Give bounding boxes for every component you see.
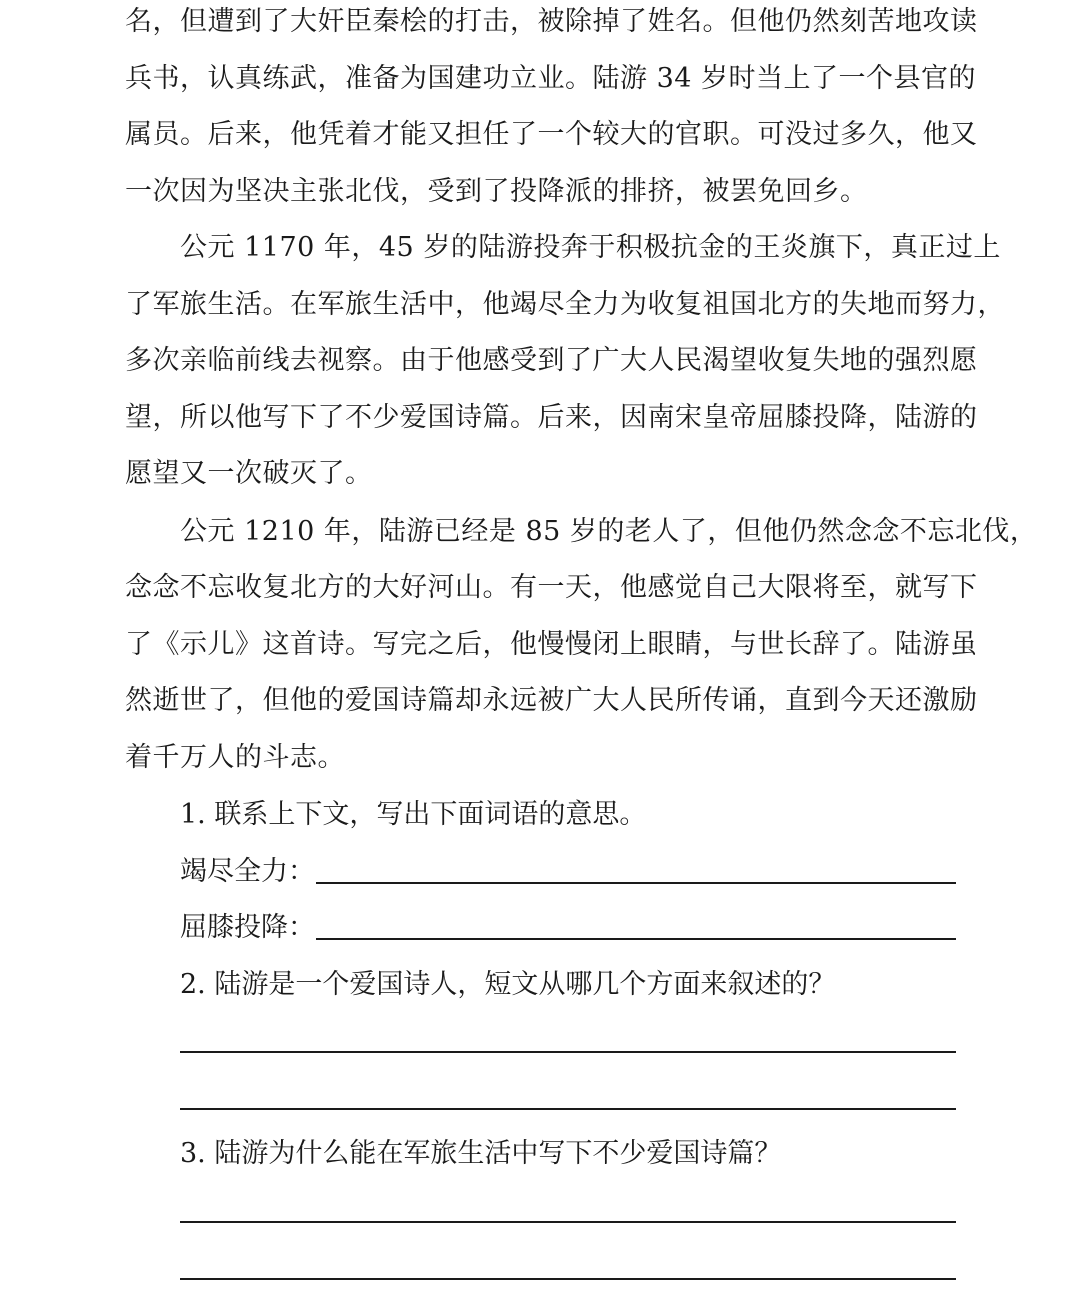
question-2-prompt: 2. 陆游是一个爱国诗人，短文从哪几个方面来叙述的？	[180, 969, 836, 1000]
passage-line: 兵书，认真练武，准备为国建功立业。陆游 34 岁时当上了一个县官的	[125, 63, 977, 94]
question-1-term-2-label: 屈膝投降：	[180, 912, 315, 943]
passage-line: 名，但遭到了大奸臣秦桧的打击，被除掉了姓名。但他仍然刻苦地攻读	[125, 6, 978, 37]
passage-line: 公元 1210 年，陆游已经是 85 岁的老人了，但他仍然念念不忘北伐，	[180, 516, 1038, 547]
question-3-prompt: 3. 陆游为什么能在军旅生活中写下不少爱国诗篇？	[180, 1138, 782, 1169]
passage-line: 念念不忘收复北方的大好河山。有一天，他感觉自己大限将至，就写下	[125, 572, 978, 603]
passage-line: 了《示儿》这首诗。写完之后，他慢慢闭上眼睛，与世长辞了。陆游虽	[125, 629, 978, 660]
passage-line: 然逝世了，但他的爱国诗篇却永远被广大人民所传诵，直到今天还激励	[125, 685, 978, 716]
passage-line: 一次因为坚决主张北伐，受到了投降派的排挤，被罢免回乡。	[125, 176, 868, 207]
passage-line: 公元 1170 年，45 岁的陆游投奔于积极抗金的王炎旗下，真正过上	[180, 232, 1001, 263]
passage-line: 愿望又一次破灭了。	[125, 458, 373, 489]
question-2-answer-line-2[interactable]	[180, 1108, 956, 1110]
question-1-term-1-answer-line[interactable]	[316, 882, 956, 884]
passage-line: 多次亲临前线去视察。由于他感受到了广大人民渴望收复失地的强烈愿	[125, 345, 978, 376]
passage-line: 着千万人的斗志。	[125, 742, 345, 773]
question-3-answer-line-1[interactable]	[180, 1221, 956, 1223]
question-1-term-1-label: 竭尽全力：	[180, 856, 315, 887]
passage-line: 了军旅生活。在军旅生活中，他竭尽全力为收复祖国北方的失地而努力，	[125, 289, 1005, 320]
passage-line: 望，所以他写下了不少爱国诗篇。后来，因南宋皇帝屈膝投降，陆游的	[125, 402, 978, 433]
question-2-answer-line-1[interactable]	[180, 1051, 956, 1053]
question-1-prompt: 1. 联系上下文，写出下面词语的意思。	[180, 799, 647, 830]
question-1-term-2-answer-line[interactable]	[316, 938, 956, 940]
question-3-answer-line-2[interactable]	[180, 1278, 956, 1280]
passage-line: 属员。后来，他凭着才能又担任了一个较大的官职。可没过多久，他又	[125, 119, 978, 150]
